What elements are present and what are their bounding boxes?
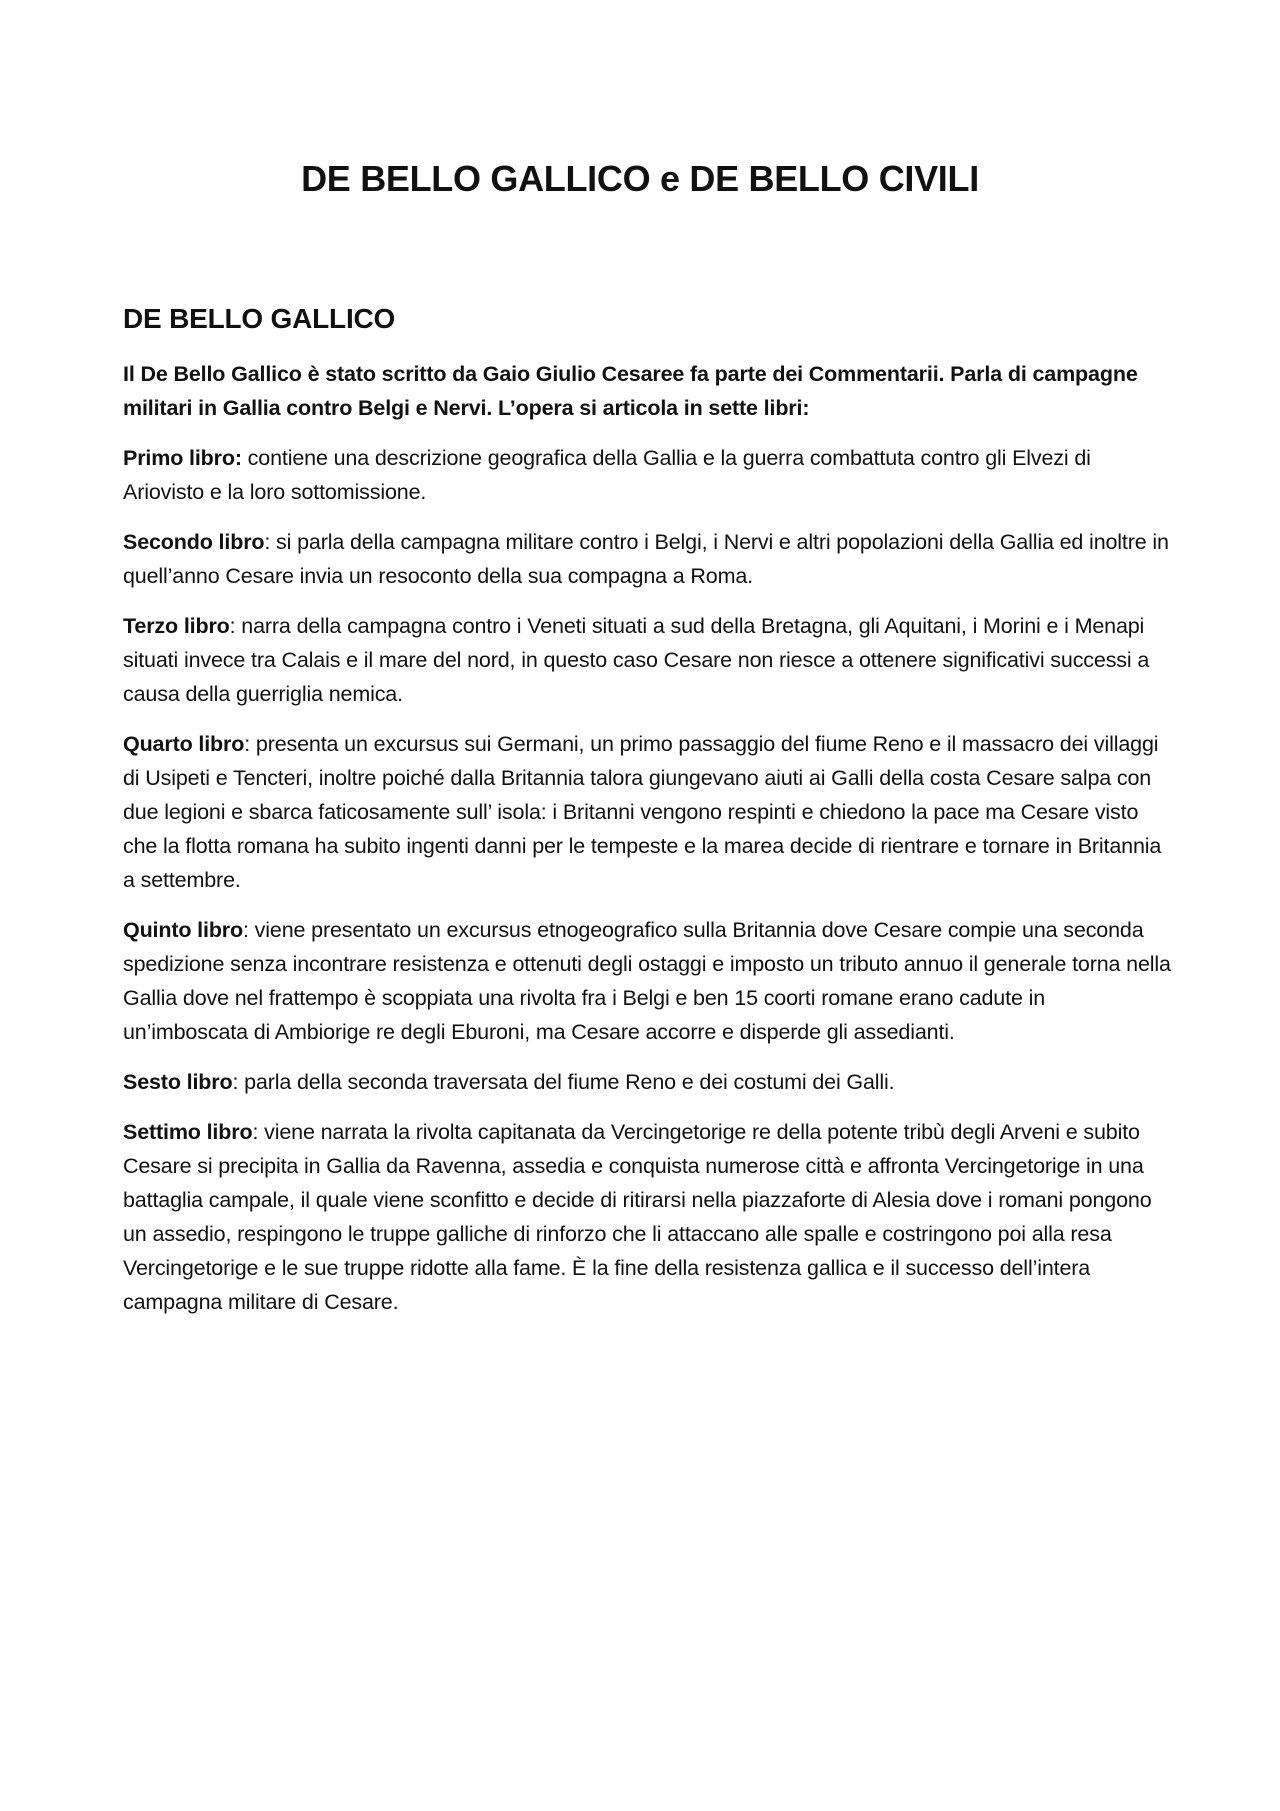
book-text: : si parla della campagna militare contro i Belgi, i Nervi e altri popolazioni della Gallia ed inoltre in quell’anno Cesare invia un resoconto della sua compagna a Roma. [123, 530, 1169, 588]
book-label: Quinto libro [123, 918, 244, 942]
book-label: Terzo libro [123, 614, 230, 638]
book-label: Quarto libro [123, 732, 245, 756]
book-label: Primo libro: [123, 446, 242, 470]
book-label: Sesto libro [123, 1070, 233, 1094]
book-text: : narra della campagna contro i Veneti situati a sud della Bretagna, gli Aquitani, i Morini e i Menapi situati invece tra Calais e il mare del nord, in questo caso Cesare non riesce a ottenere significativi successi a causa della guerriglia nemica. [123, 614, 1150, 706]
book-paragraph-4 [123, 727, 1173, 897]
book-label: Secondo libro [123, 530, 265, 554]
document-title: DE BELLO GALLICO e DE BELLO CIVILI [301, 158, 979, 199]
book-paragraph-1 [123, 441, 1173, 509]
intro-paragraph: Il De Bello Gallico è stato scritto da Gaio Giulio Cesaree fa parte dei Commentarii. Parla di campagne militari in Gallia contro Belgi e Nervi. L’opera si articola in sette libri: [123, 362, 1138, 420]
book-text: : viene narrata la rivolta capitanata da Vercingetorige re della potente tribù degli Arveni e subito Cesare si precipita in Gallia da Ravenna, assedia e conquista numerose città e affronta Vercingetorige in una battaglia campale, il quale viene sconfitto e decide di ritirarsi nella piazzaforte di Alesia dove i romani pongono un assedio, respingono le truppe galliche di rinforzo che li attaccano alle spalle e costringono poi alla resa Vercingetorige e le sue truppe ridotte alla fame. È la fine della resistenza gallica e il successo dell’intera campagna militare di Cesare. [123, 1120, 1152, 1314]
book-paragraph-7 [123, 1115, 1173, 1319]
document-body [123, 303, 1173, 1335]
book-text: contiene una descrizione geografica della Gallia e la guerra combattuta contro gli Elvezi di Ariovisto e la loro sottomissione. [123, 446, 1091, 504]
section-heading: DE BELLO GALLICO [123, 303, 396, 334]
book-paragraph-5 [123, 913, 1173, 1049]
book-paragraph-6 [123, 1065, 1173, 1099]
book-paragraph-2 [123, 525, 1173, 593]
book-paragraph-3 [123, 609, 1173, 711]
book-label: Settimo libro [123, 1120, 253, 1144]
book-text: : presenta un excursus sui Germani, un primo passaggio del fiume Reno e il massacro dei villaggi di Usipeti e Tencteri, inoltre poiché dalla Britannia talora giungevano aiuti ai Galli della costa Cesare salpa con due legioni e sbarca faticosamente sull’ isola: i Britanni vengono respinti e chiedono la pace ma Cesare visto che la flotta romana ha subito ingenti danni per le tempeste e la marea decide di rientrare e tornare in Britannia a settembre. [123, 732, 1162, 892]
book-text: : viene presentato un excursus etnogeografico sulla Britannia dove Cesare compie una seconda spedizione senza incontrare resistenza e ottenuti degli ostaggi e imposto un tributo annuo il generale torna nella Gallia dove nel frattempo è scoppiata una rivolta fra i Belgi e ben 15 coorti romane erano cadute in un’imboscata di Ambiorige re degli Eburoni, ma Cesare accorre e disperde gli assedianti. [123, 918, 1171, 1044]
book-text: : parla della seconda traversata del fiume Reno e dei costumi dei Galli. [232, 1070, 895, 1094]
